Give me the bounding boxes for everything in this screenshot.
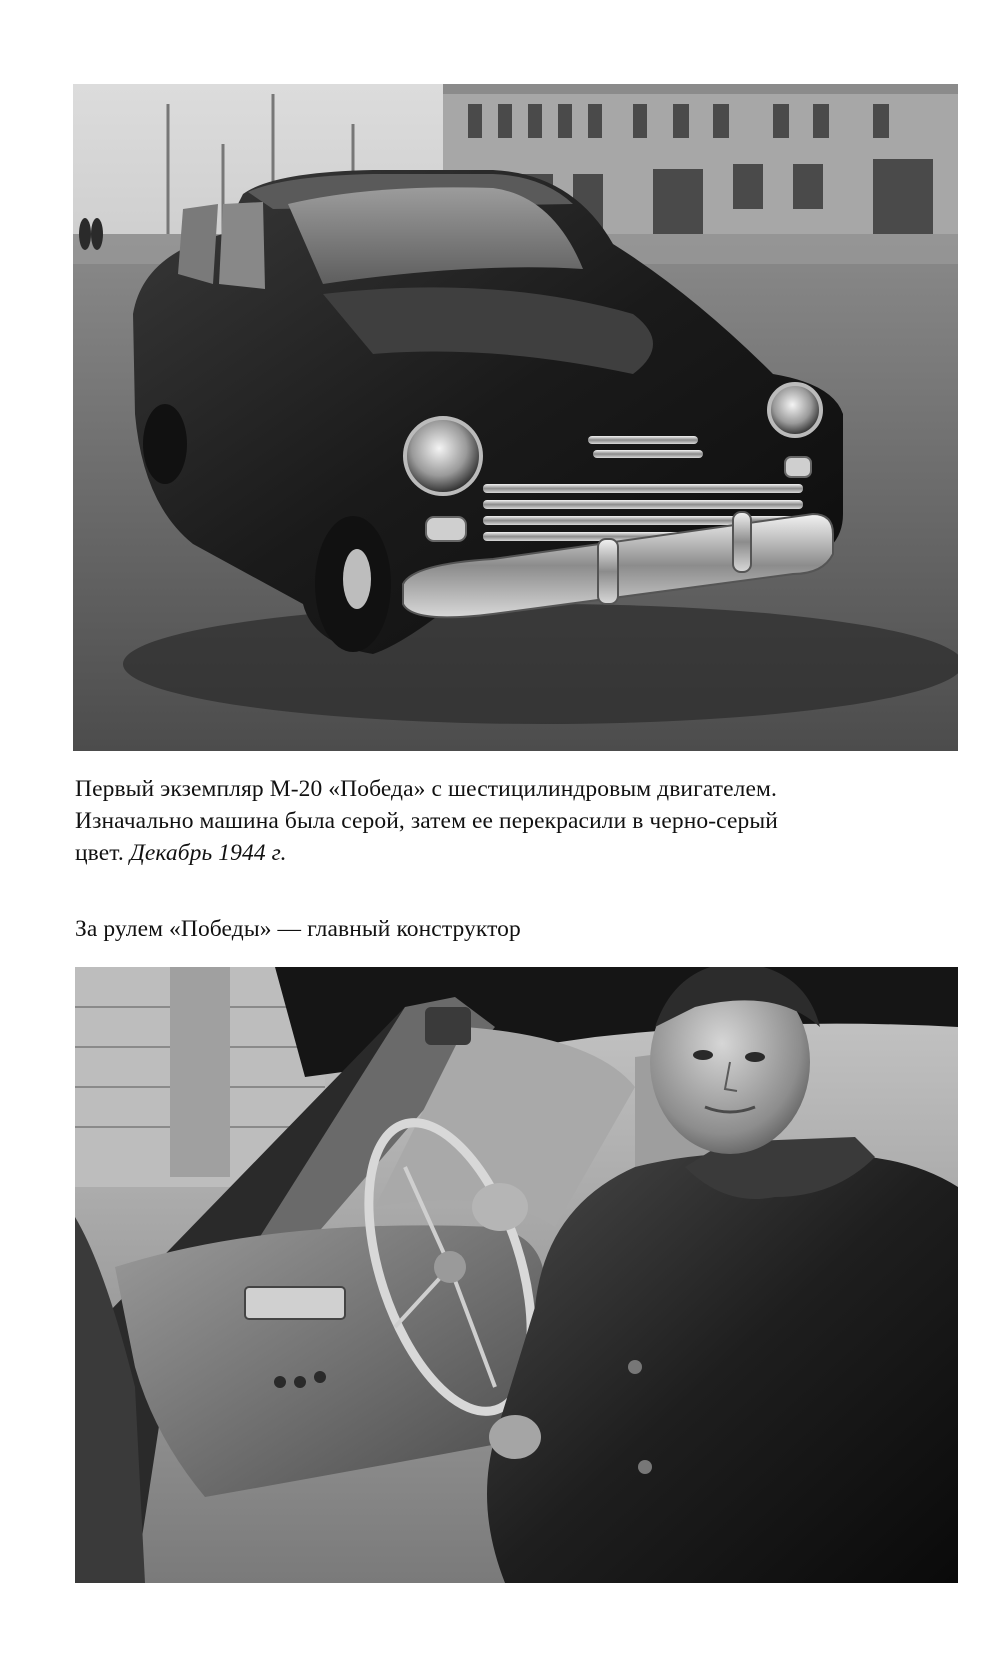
driver-photo-illustration	[75, 967, 958, 1583]
caption-car-line-1: Первый экземпляр М-20 «Победа» с шестицилиндровым двигателем.	[75, 776, 777, 802]
caption-car	[75, 773, 955, 869]
driver-photo	[75, 967, 958, 1583]
caption-car-date: Декабрь 1944 г.	[129, 840, 287, 866]
caption-car-line-2: Изначально машина была серой, затем ее перекрасили в черно-серый	[75, 808, 778, 834]
caption-driver: За рулем «Победы» — главный конструктор	[75, 916, 521, 942]
car-photo	[73, 84, 958, 751]
caption-car-line-3	[75, 837, 955, 869]
car-photo-illustration	[73, 84, 958, 751]
caption-car-line-3-text: цвет.	[75, 840, 130, 866]
